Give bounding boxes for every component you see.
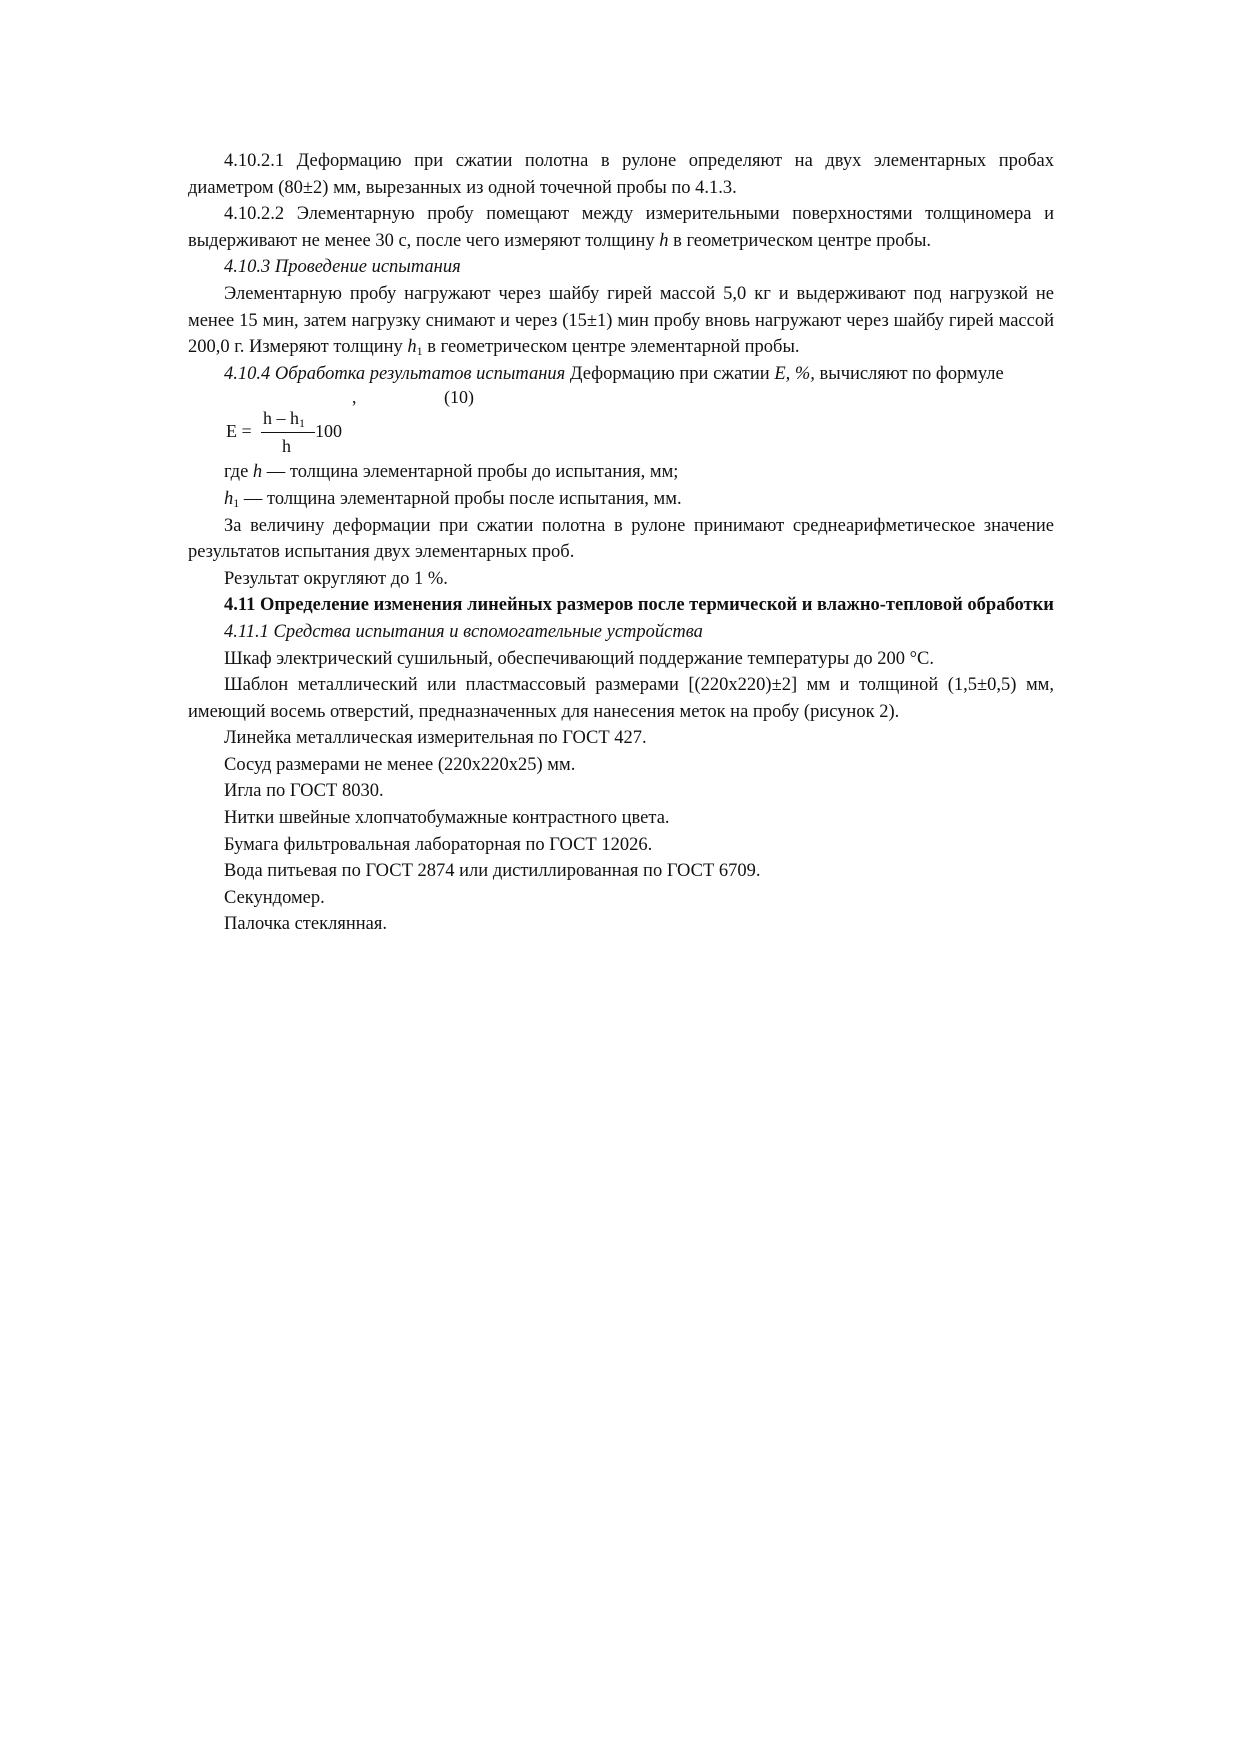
legend-text: где [224, 462, 253, 483]
formula-lhs: E = [226, 421, 252, 442]
formula-multiplier: 100 [315, 421, 342, 442]
heading-4-11-1: 4.11.1 Средства испытания и вспомогательные устройства [224, 621, 703, 642]
equipment-item: Игла по ГОСТ 8030. [224, 781, 384, 802]
equipment-item: Бумага фильтровальная лабораторная по ГОСТ 12026. [224, 834, 653, 855]
equipment-item: Вода питьевая по ГОСТ 2874 или дистиллированная по ГОСТ 6709. [224, 861, 761, 882]
paragraph-test-procedure [188, 281, 1054, 361]
formula-number: (10) [444, 387, 474, 408]
paragraph-text: в геометрическом центре пробы. [668, 230, 932, 251]
equipment-item: Шкаф электрический сушильный, обеспечивающий поддержание температуры до 200 °С. [224, 648, 934, 669]
equipment-item: Сосуд размерами не менее (220x220x25) мм. [224, 754, 576, 775]
equipment-item: Палочка стеклянная. [224, 914, 387, 935]
formula-10 [188, 387, 1054, 459]
legend-text: — толщина элементарной пробы до испытания, мм; [262, 462, 679, 483]
formula-denominator: h [282, 436, 291, 457]
formula-numerator-text: h – h [263, 408, 299, 429]
paragraph-text: вычисляют по формуле [814, 363, 1004, 384]
formula-numerator [263, 408, 305, 431]
heading-4-11: 4.11 Определение изменения линейных размеров после термической и влажно-тепловой обработки [224, 595, 1054, 616]
paragraph-4-10-2-1: 4.10.2.1 Деформацию при сжатии полотна в рулоне определяют на двух элементарных пробах диаметром (80±2) мм, вырезанных из одной точечной пробы по 4.1.3. [188, 151, 1054, 198]
legend-h1 [188, 486, 1054, 513]
legend-h [188, 459, 1054, 486]
equipment-item: Секундомер. [224, 887, 325, 908]
variable-h1: h [224, 488, 234, 509]
variable-h1: h [407, 337, 417, 358]
legend-text: — толщина элементарной пробы после испытания, мм. [239, 488, 682, 509]
paragraph-4-10-4 [188, 361, 1054, 388]
document-page [188, 148, 1054, 938]
paragraph-text: Деформацию при сжатии [565, 363, 775, 384]
formula-comma: , [352, 387, 357, 408]
equipment-item: Шаблон металлический или пластмассовый размерами [(220x220)±2] мм и толщиной (1,5±0,5) мм, имеющий восемь отверстий, предназначенных для нанесения меток на пробу (рисунок 2). [188, 675, 1054, 722]
equipment-item: Линейка металлическая измерительная по ГОСТ 427. [224, 728, 647, 749]
paragraph-text: 4.10.2.2 Элементарную пробу помещают между измерительными поверхностями толщиномера и выдерживают не менее 30 с, после чего измеряют толщину [188, 204, 1054, 251]
formula-subscript: 1 [299, 416, 305, 431]
heading-4-10-4: 4.10.4 Обработка результатов испытания [224, 363, 566, 384]
variable-h: h [659, 230, 669, 251]
paragraph-text: Элементарную пробу нагружают через шайбу гирей массой 5,0 кг и выдерживают под нагрузкой не менее 15 мин, затем нагрузку снимают и через (15±1) мин пробу вновь нагружают через шайбу гирей массой 200,0 г. Измеряют толщину [188, 283, 1054, 358]
paragraph-text: в геометрическом центре элементарной пробы. [422, 337, 800, 358]
equipment-item: Нитки швейные хлопчатобумажные контрастного цвета. [224, 808, 670, 829]
paragraph-rounding: Результат округляют до 1 %. [224, 568, 448, 589]
paragraph-result-average: За величину деформации при сжатии полотна в рулоне принимают среднеарифметическое значение результатов испытания двух элементарных проб. [188, 515, 1054, 563]
variable-e: E, %, [774, 363, 815, 384]
paragraph-4-10-2-2 [188, 201, 1054, 254]
subscript: 1 [416, 344, 423, 359]
fraction-bar [261, 432, 315, 433]
variable-h: h [252, 462, 263, 483]
subscript: 1 [233, 495, 240, 510]
heading-4-10-3: 4.10.3 Проведение испытания [224, 257, 461, 278]
